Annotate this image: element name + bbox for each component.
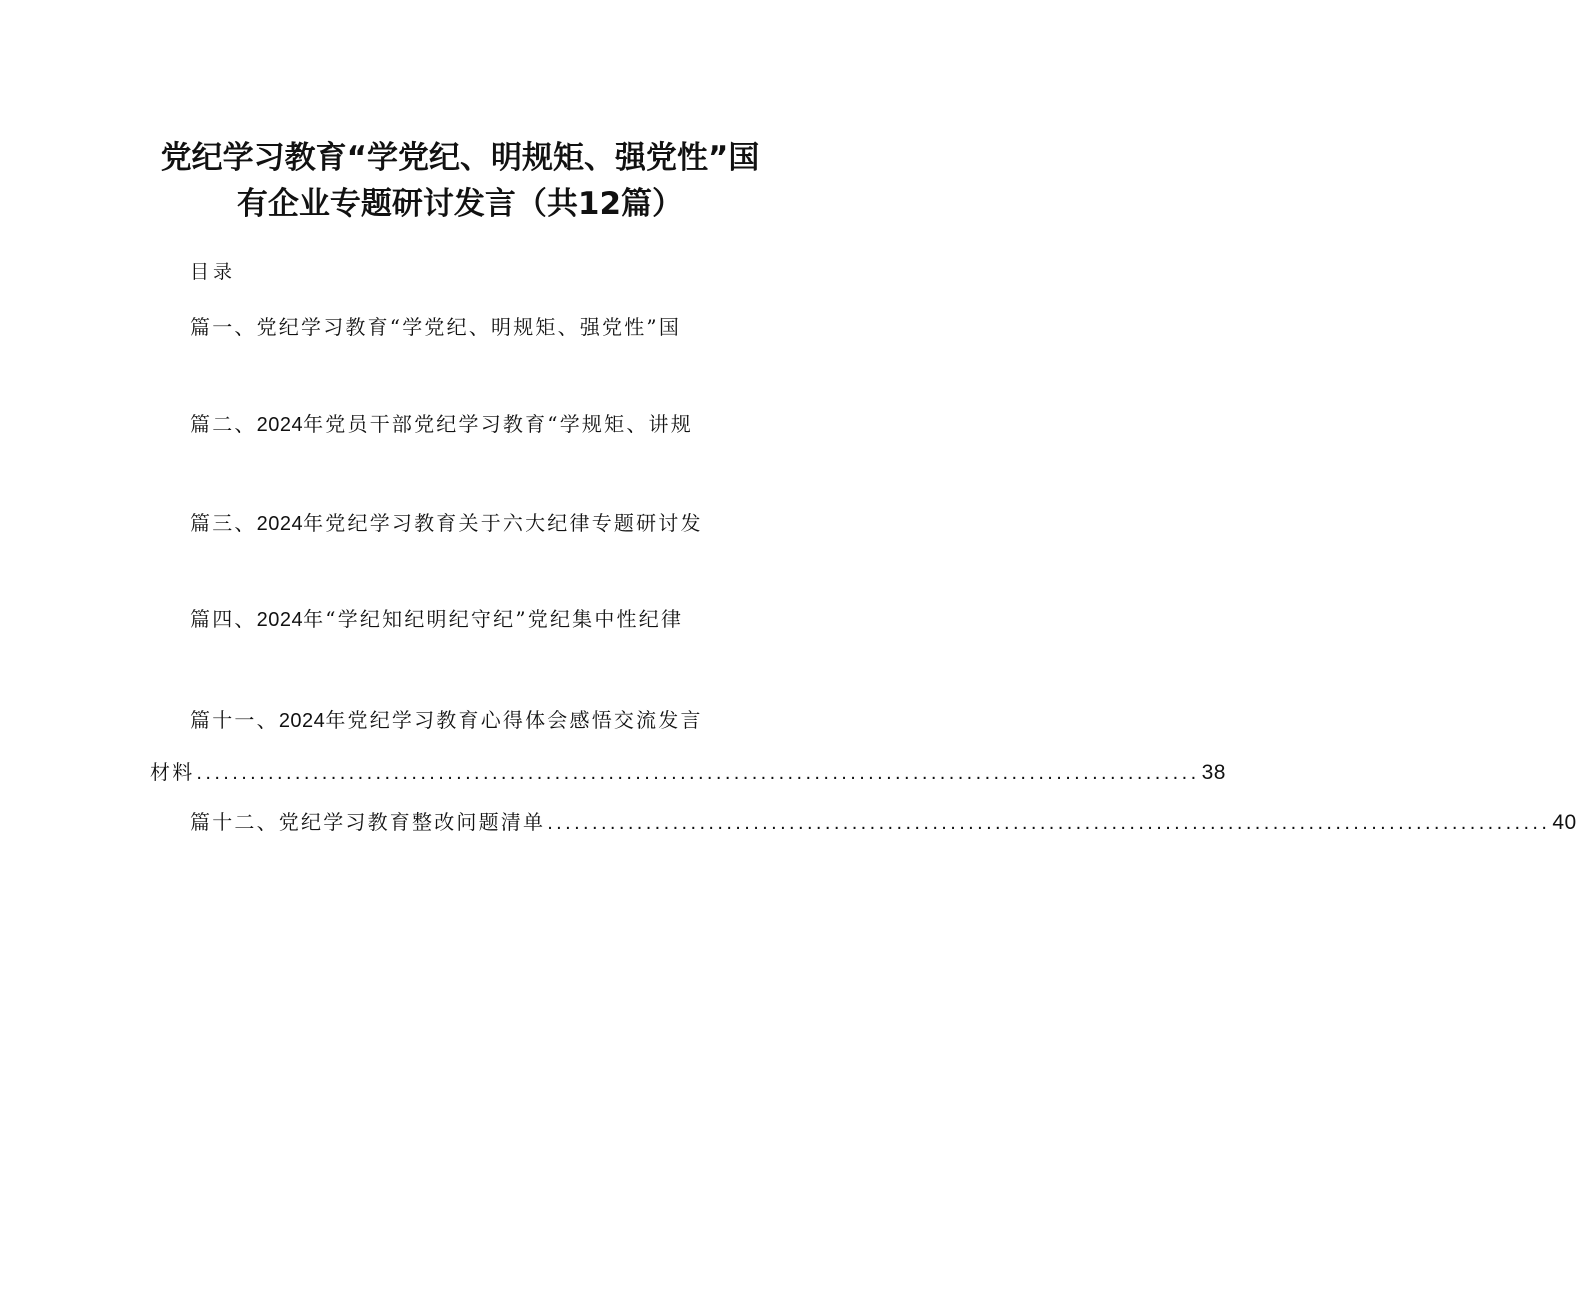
toc-entry-4-rest: 年“学纪知纪明纪守纪”党纪集中性纪律 (303, 607, 684, 631)
toc-entry-11-prefix: 篇十一、 (190, 708, 279, 732)
toc-entry-12[interactable] (190, 808, 1577, 837)
toc-entry-11-continuation[interactable] (150, 758, 1226, 787)
toc-entry-3[interactable] (190, 509, 703, 538)
toc-entry-1-text: 篇一、党纪学习教育“学党纪、明规矩、强党性”国 (190, 315, 682, 339)
toc-entry-3-rest: 年党纪学习教育关于六大纪律专题研讨发 (303, 511, 703, 535)
toc-entry-12-text: 篇十二、党纪学习教育整改问题清单 (190, 810, 546, 834)
toc-entry-4-prefix: 篇四、 (190, 607, 257, 631)
toc-entry-4[interactable] (190, 605, 683, 634)
toc-entry-2-rest: 年党员干部党纪学习教育“学规矩、讲规 (303, 412, 693, 436)
toc-heading: 目录 (190, 261, 237, 283)
toc-entry-11-continuation-text: 材料 (150, 760, 195, 784)
toc-entry-11[interactable] (190, 706, 703, 735)
toc-entry-11-year: 2024 (278, 710, 326, 732)
toc-entry-2-prefix: 篇二、 (190, 412, 257, 436)
toc-entry-3-year: 2024 (256, 513, 304, 535)
toc-entry-3-prefix: 篇三、 (190, 511, 257, 535)
toc-entry-1[interactable] (190, 313, 681, 341)
toc-entry-2-year: 2024 (256, 414, 304, 436)
toc-entry-12-page-number: 40 (1552, 811, 1577, 834)
toc-entry-2[interactable] (190, 410, 693, 439)
toc-entry-4-year: 2024 (256, 609, 304, 631)
toc-entry-12-leader-dots: ................................................................................................................ (547, 812, 1551, 834)
toc-entry-11-page-number: 38 (1201, 761, 1226, 784)
document-title-line-1: 党纪学习教育“学党纪、明规矩、强党性”国 (160, 140, 760, 176)
document-title-line-2: 有企业专题研讨发言（共12篇） (236, 186, 684, 222)
toc-entry-11-leader-dots: ................................................................................................................ (196, 762, 1200, 784)
toc-entry-11-rest: 年党纪学习教育心得体会感悟交流发言 (325, 708, 703, 732)
